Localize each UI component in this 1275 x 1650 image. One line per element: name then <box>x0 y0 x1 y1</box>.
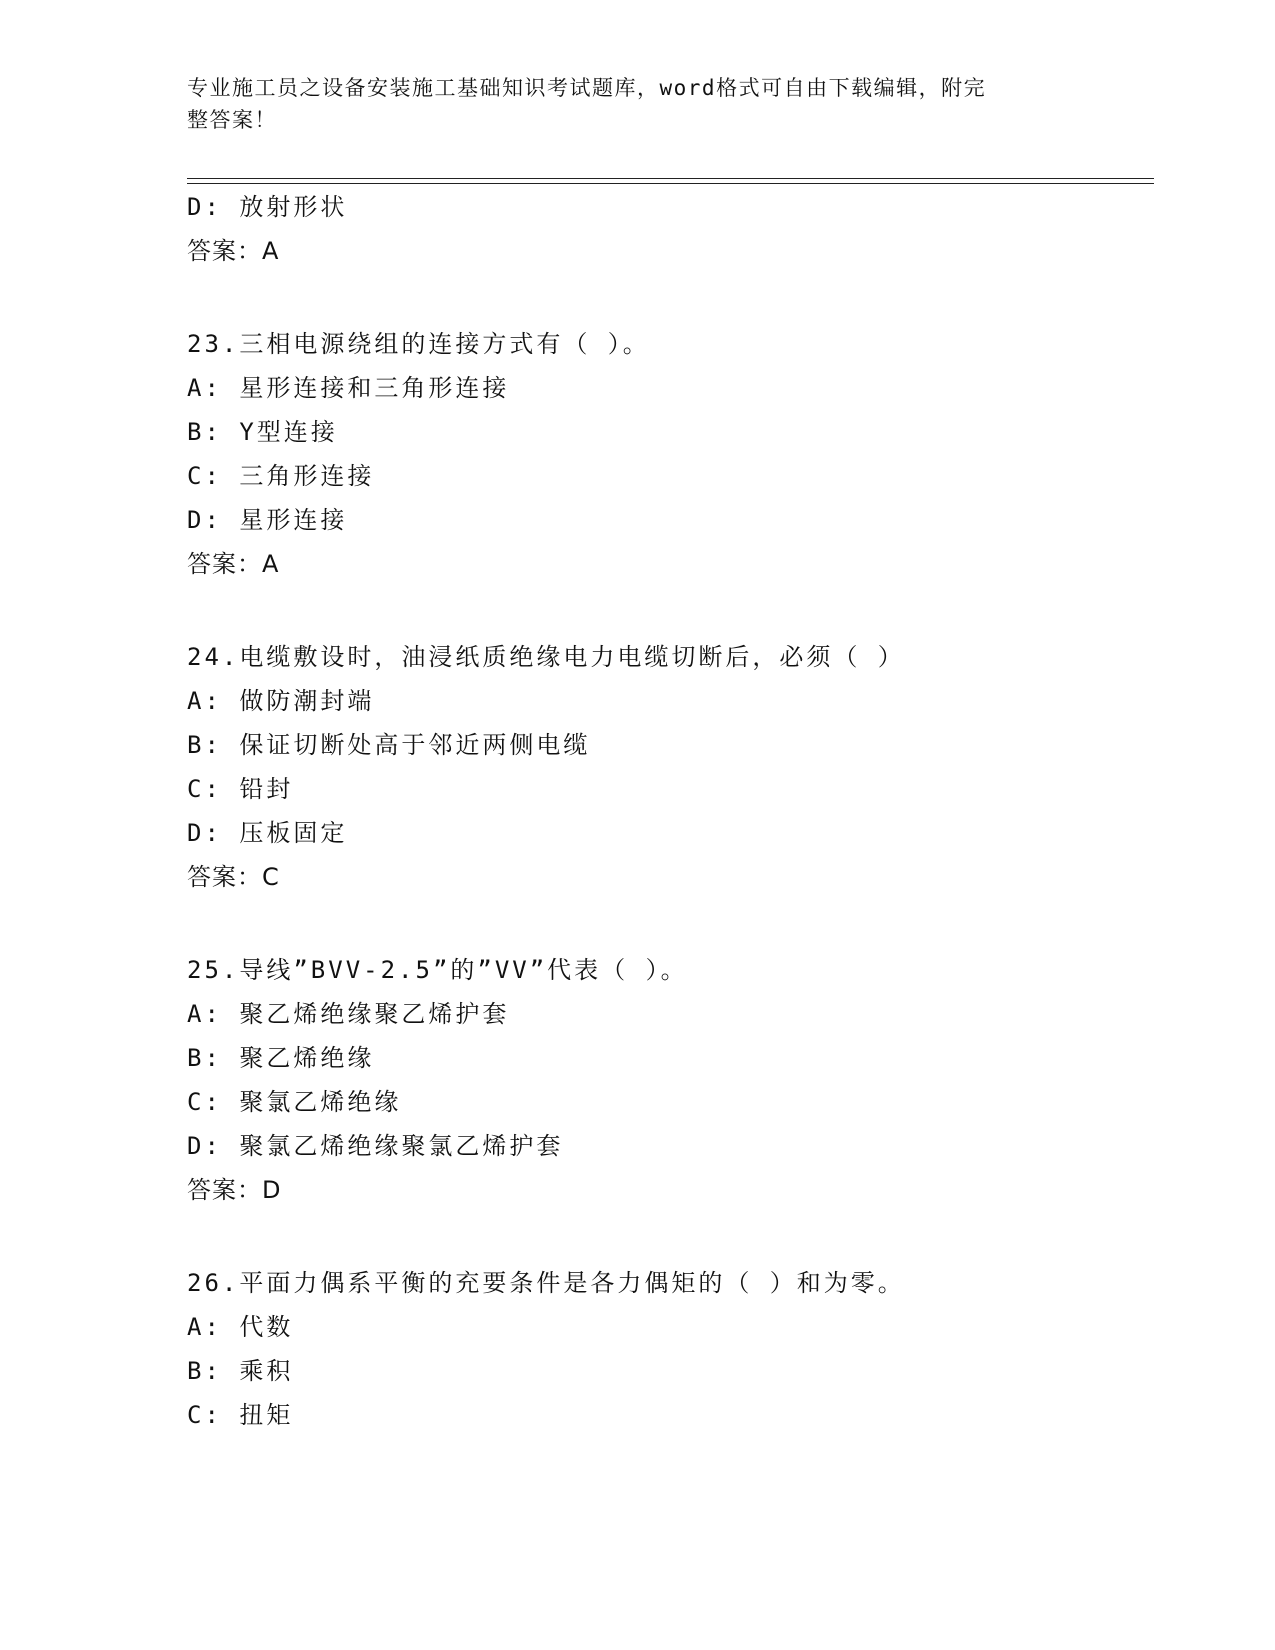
option-line: A: 代数 <box>187 1313 294 1341</box>
question-line: 23.三相电源绕组的连接方式有（ ）。 <box>187 330 650 358</box>
option-line: C: 铅封 <box>187 775 294 803</box>
option-line: B: 保证切断处高于邻近两侧电缆 <box>187 731 591 759</box>
answer-line: 答案：C <box>187 863 280 891</box>
question-line: 25.导线”BVV-2.5”的”VV”代表（ ）。 <box>187 956 688 984</box>
option-line: B: 聚乙烯绝缘 <box>187 1044 375 1072</box>
header-line-2: 整答案！ <box>187 108 277 132</box>
answer-line: 答案：A <box>187 550 280 578</box>
option-line: D: 聚氯乙烯绝缘聚氯乙烯护套 <box>187 1132 564 1160</box>
header-divider-top <box>187 178 1154 179</box>
answer-line: 答案：D <box>187 1176 282 1204</box>
header-divider-bottom <box>187 183 1154 184</box>
option-line: C: 三角形连接 <box>187 462 375 490</box>
option-line: D: 星形连接 <box>187 506 348 534</box>
option-line: A: 做防潮封端 <box>187 687 375 715</box>
option-line: C: 扭矩 <box>187 1401 294 1429</box>
option-line: B: 乘积 <box>187 1357 294 1385</box>
document-header <box>187 72 1067 136</box>
header-line-1: 专业施工员之设备安装施工基础知识考试题库，word格式可自由下载编辑，附完 <box>187 76 987 100</box>
question-line: 26.平面力偶系平衡的充要条件是各力偶矩的（ ）和为零。 <box>187 1269 905 1297</box>
option-line: C: 聚氯乙烯绝缘 <box>187 1088 402 1116</box>
option-line: A: 星形连接和三角形连接 <box>187 374 510 402</box>
option-line: B: Y型连接 <box>187 418 338 446</box>
option-line: D: 放射形状 <box>187 193 348 221</box>
answer-line: 答案：A <box>187 237 280 265</box>
option-line: D: 压板固定 <box>187 819 348 847</box>
question-line: 24.电缆敷设时，油浸纸质绝缘电力电缆切断后，必须（ ） <box>187 643 905 671</box>
option-line: A: 聚乙烯绝缘聚乙烯护套 <box>187 1000 510 1028</box>
